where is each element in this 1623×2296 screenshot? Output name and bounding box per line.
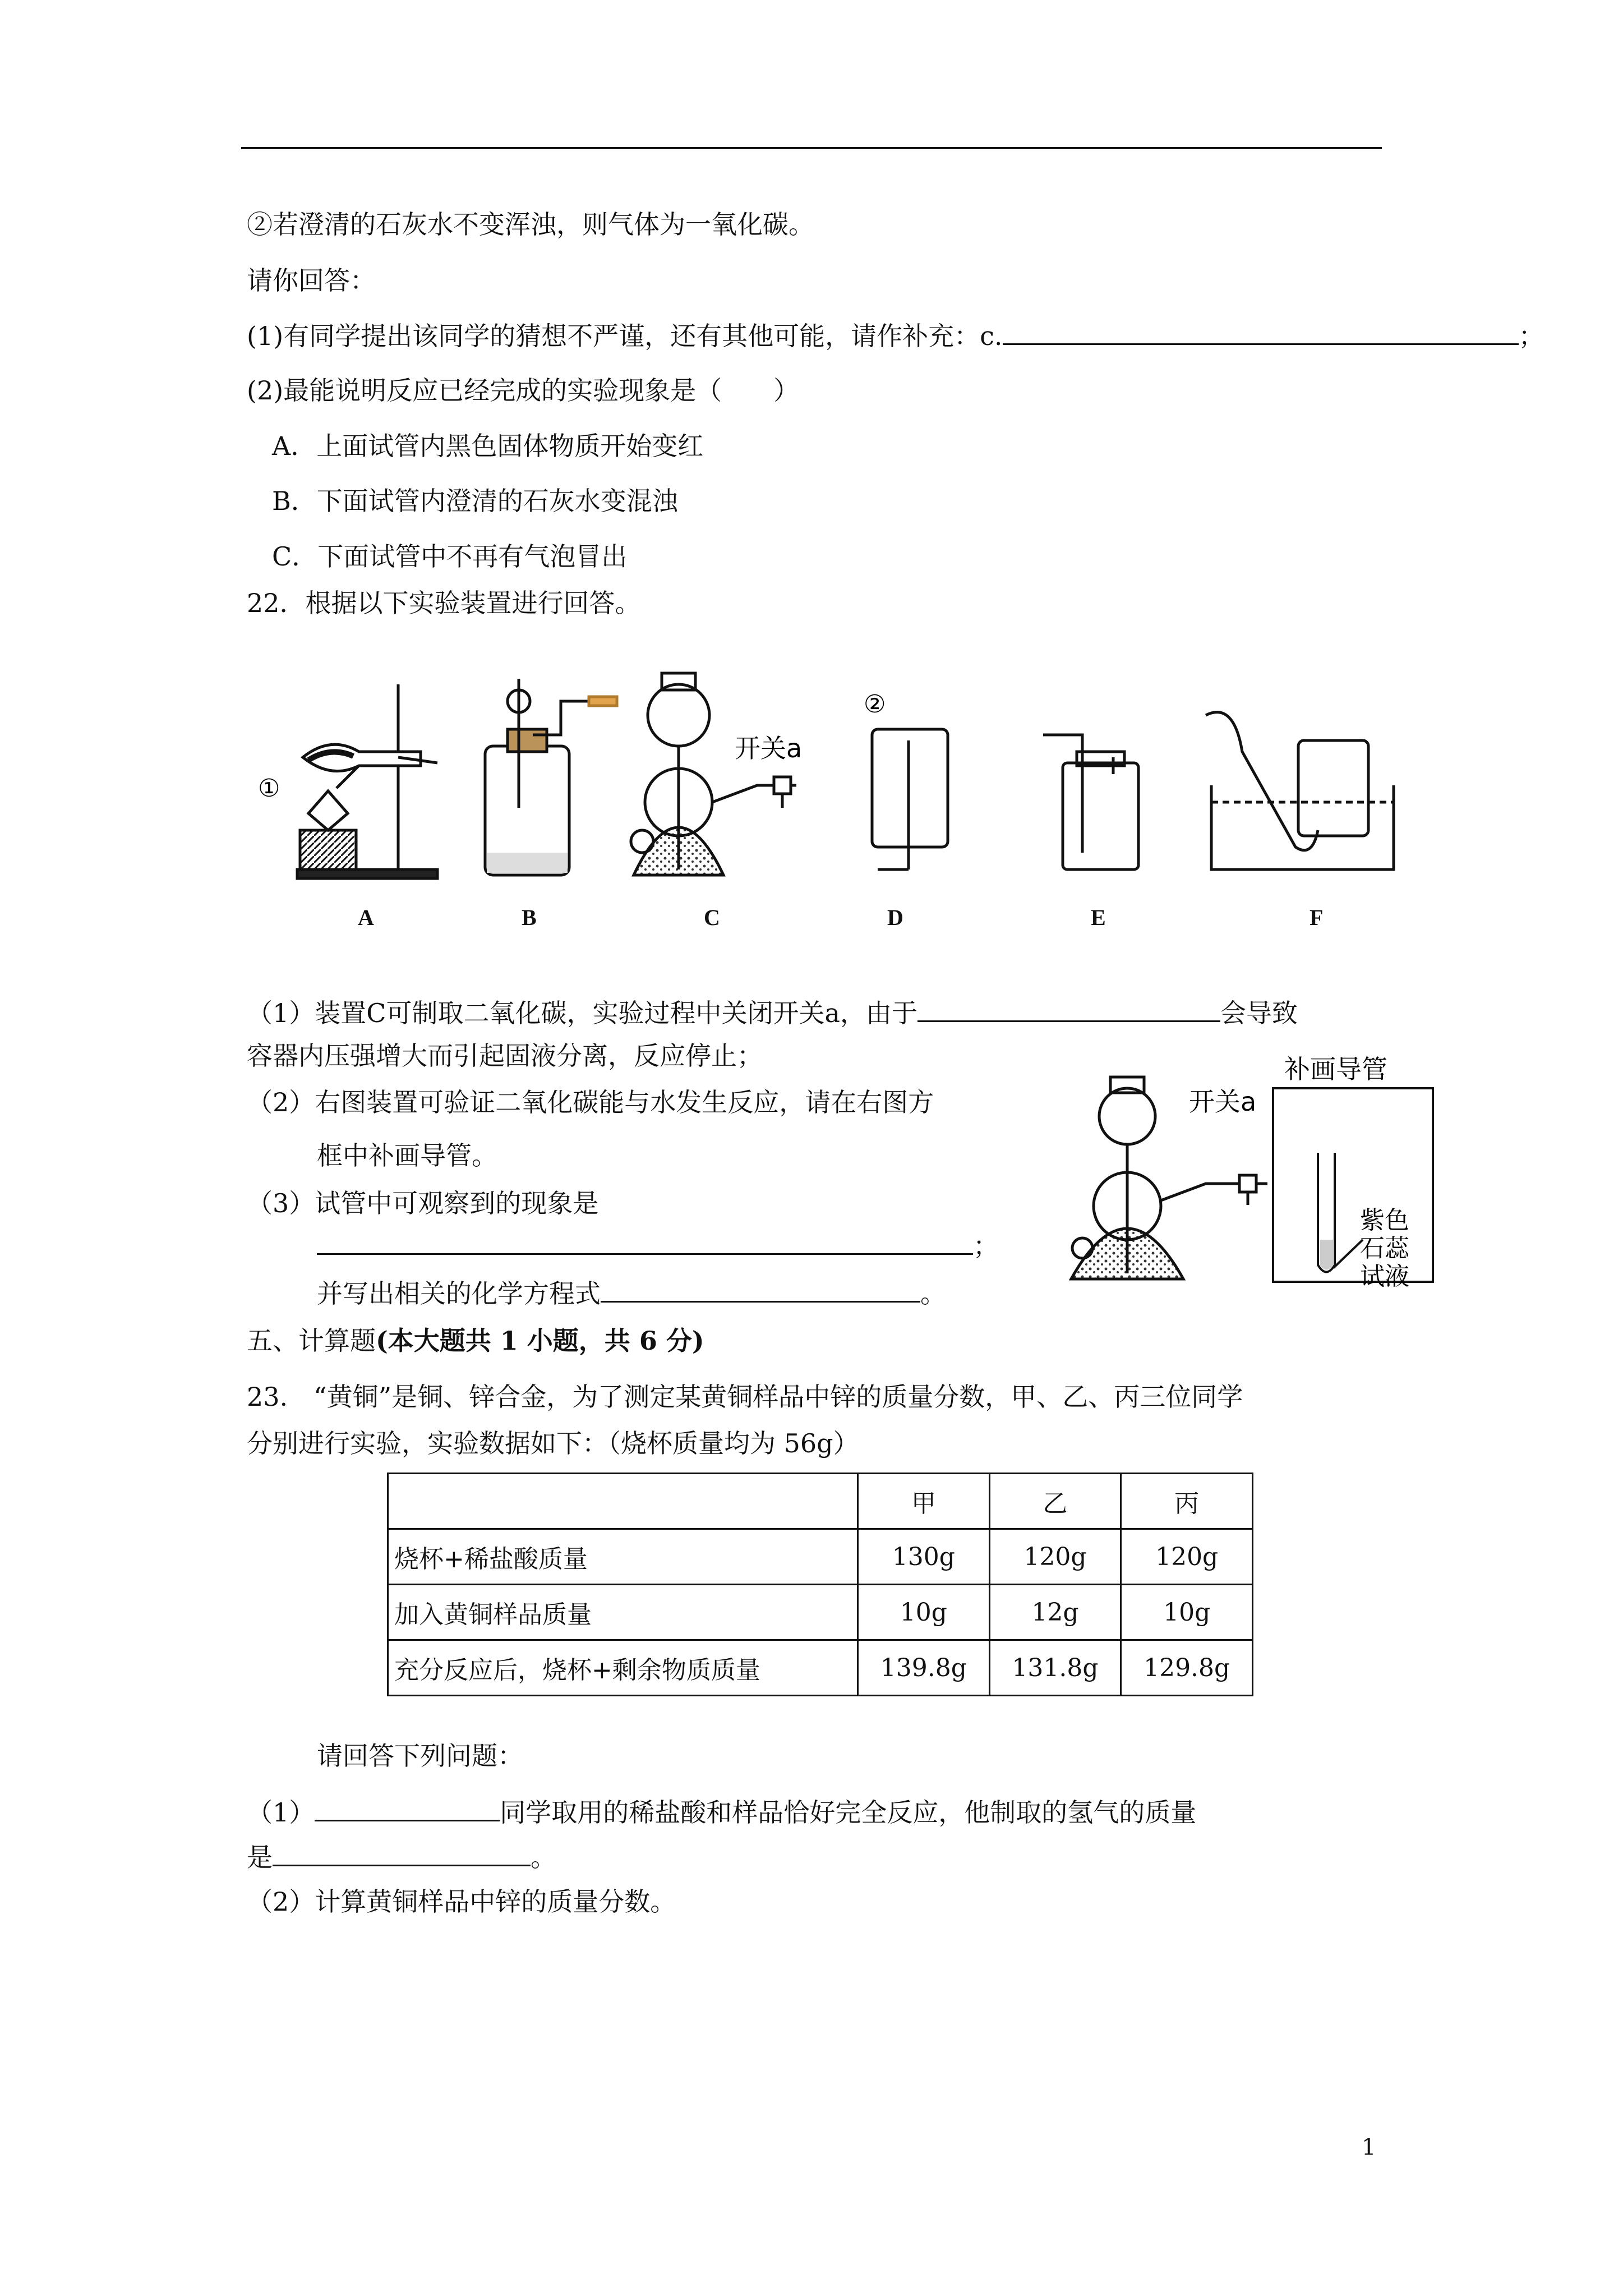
switch-a-label: 开关a [735, 733, 803, 763]
apparatus-f [1206, 712, 1394, 869]
q23-line-1: 23. “黄铜”是铜、锌合金，为了测定某黄铜样品中锌的质量分数，甲、乙、丙三位同学 [247, 1382, 1243, 1412]
apparatus-e [1043, 735, 1138, 869]
q22-sub-1 [247, 996, 1298, 1030]
apparatus-label-b: B [522, 905, 537, 930]
q22-sub-4-text: 并写出相关的化学方程式 [317, 1278, 601, 1309]
intro-line-2: ②若澄清的石灰水不变浑浊，则气体为一氧化碳。 [247, 209, 814, 240]
table-cell: 120g [989, 1529, 1121, 1585]
q22-sub-4-end: 。 [920, 1278, 946, 1309]
q23-sub-1-cont-text: 是 [247, 1842, 273, 1872]
q22-sub-3: （3）试管中可观察到的现象是 [247, 1188, 599, 1218]
apparatus-label-e: E [1091, 905, 1106, 930]
section-5-title-detail: (本大题共 1 小题，共 6 分) [376, 1326, 704, 1356]
table-cell: 129.8g [1121, 1640, 1253, 1696]
answer-blank-q22-4[interactable] [601, 1276, 920, 1303]
q22-sub-3-end: ； [973, 1231, 999, 1261]
co2-water-apparatus-figure [1049, 1055, 1475, 1301]
table-row [388, 1585, 1253, 1640]
option-b[interactable]: B．下面试管内澄清的石灰水变混浊 [272, 486, 678, 516]
q22-sub-4 [317, 1276, 946, 1310]
table-cell: 10g [858, 1585, 990, 1640]
question-2: (2)最能说明反应已经完成的实验现象是（ ） [247, 375, 800, 406]
q23-answer-prompt: 请回答下列问题： [317, 1741, 523, 1771]
table-cell: 10g [1121, 1585, 1253, 1640]
table-cell: 加入黄铜样品质量 [388, 1585, 858, 1640]
apparatus-label-c: C [704, 905, 720, 930]
section-5-title [247, 1324, 704, 1358]
litmus-label-3: 试液 [1360, 1262, 1409, 1291]
table-cell: 130g [858, 1529, 990, 1585]
q22-sub-2-cont: 框中补画导管。 [317, 1140, 497, 1171]
table-cell: 139.8g [858, 1640, 990, 1696]
q22-sub-3-answer [317, 1228, 999, 1263]
table-header-row [388, 1474, 1253, 1529]
q22-sub-1-end: 会导致 [1220, 998, 1298, 1028]
option-a[interactable]: A．上面试管内黑色固体物质开始变红 [272, 431, 704, 461]
table-row [388, 1529, 1253, 1585]
label-circle-2: ② [864, 690, 886, 719]
answer-blank-q23-1b[interactable] [273, 1840, 531, 1866]
q23-sub-1 [247, 1795, 1196, 1829]
litmus-label-2: 石蕊 [1360, 1234, 1409, 1263]
apparatus-label-d: D [887, 905, 903, 930]
answer-prompt: 请你回答： [247, 265, 376, 296]
section-5-title-main: 五、计算题 [247, 1326, 376, 1356]
apparatus-figure [247, 668, 1424, 959]
answer-blank-q1[interactable] [1003, 319, 1519, 345]
table-cell: 131.8g [989, 1640, 1121, 1696]
apparatus-label-f: F [1310, 905, 1324, 930]
answer-blank-q22-3[interactable] [317, 1228, 973, 1255]
experiment-data-table [387, 1473, 1253, 1696]
table-cell: 12g [989, 1585, 1121, 1640]
table-cell: 120g [1121, 1529, 1253, 1585]
q22-sub-1-text: （1）装置C可制取二氧化碳，实验过程中关闭开关a，由于 [247, 998, 917, 1028]
apparatus-d [872, 729, 948, 869]
q23-line-2: 分别进行实验，实验数据如下：（烧杯质量均为 56g） [247, 1428, 859, 1458]
header-rule [241, 147, 1382, 149]
q23-sub-2: （2）计算黄铜样品中锌的质量分数。 [247, 1887, 676, 1917]
q23-sub-1-end: 。 [531, 1842, 556, 1872]
draw-tube-title: 补画导管 [1284, 1055, 1387, 1084]
apparatus-label-a: A [358, 905, 374, 930]
side-switch-label: 开关a [1189, 1087, 1257, 1117]
answer-blank-q22-1[interactable] [917, 996, 1220, 1022]
table-header-cell: 甲 [858, 1474, 990, 1529]
option-c[interactable]: C．下面试管中不再有气泡冒出 [272, 541, 628, 572]
answer-blank-q23-1a[interactable] [315, 1795, 500, 1821]
table-header-cell [388, 1474, 858, 1529]
apparatus-b [485, 679, 617, 875]
apparatus-c [631, 673, 796, 875]
q22-sub-1-cont: 容器内压强增大而引起固液分离，反应停止； [247, 1041, 763, 1071]
table-cell: 充分反应后，烧杯+剩余物质质量 [388, 1640, 858, 1696]
q23-sub-1-text: 同学取用的稀盐酸和样品恰好完全反应，他制取的氢气的质量 [500, 1797, 1197, 1828]
question-22-title: 22．根据以下实验装置进行回答。 [247, 588, 641, 618]
question-1 [247, 319, 1544, 353]
q23-sub-1-cont [247, 1840, 556, 1874]
litmus-label-1: 紫色 [1360, 1206, 1409, 1235]
apparatus-a [297, 684, 437, 878]
page-number: 1 [1362, 2134, 1376, 2160]
q22-sub-2: （2）右图装置可验证二氧化碳能与水发生反应，请在右图方 [247, 1087, 934, 1117]
question-1-text: (1)有同学提出该同学的猜想不严谨，还有其他可能，请作补充：c. [247, 321, 1003, 351]
question-1-end: ； [1518, 321, 1544, 351]
label-circle-1: ① [258, 774, 280, 803]
table-cell: 烧杯+稀盐酸质量 [388, 1529, 858, 1585]
q23-sub-1-prefix: （1） [247, 1797, 315, 1828]
table-header-cell: 乙 [989, 1474, 1121, 1529]
table-row [388, 1640, 1253, 1696]
test-tube [1318, 1153, 1363, 1272]
table-header-cell: 丙 [1121, 1474, 1253, 1529]
